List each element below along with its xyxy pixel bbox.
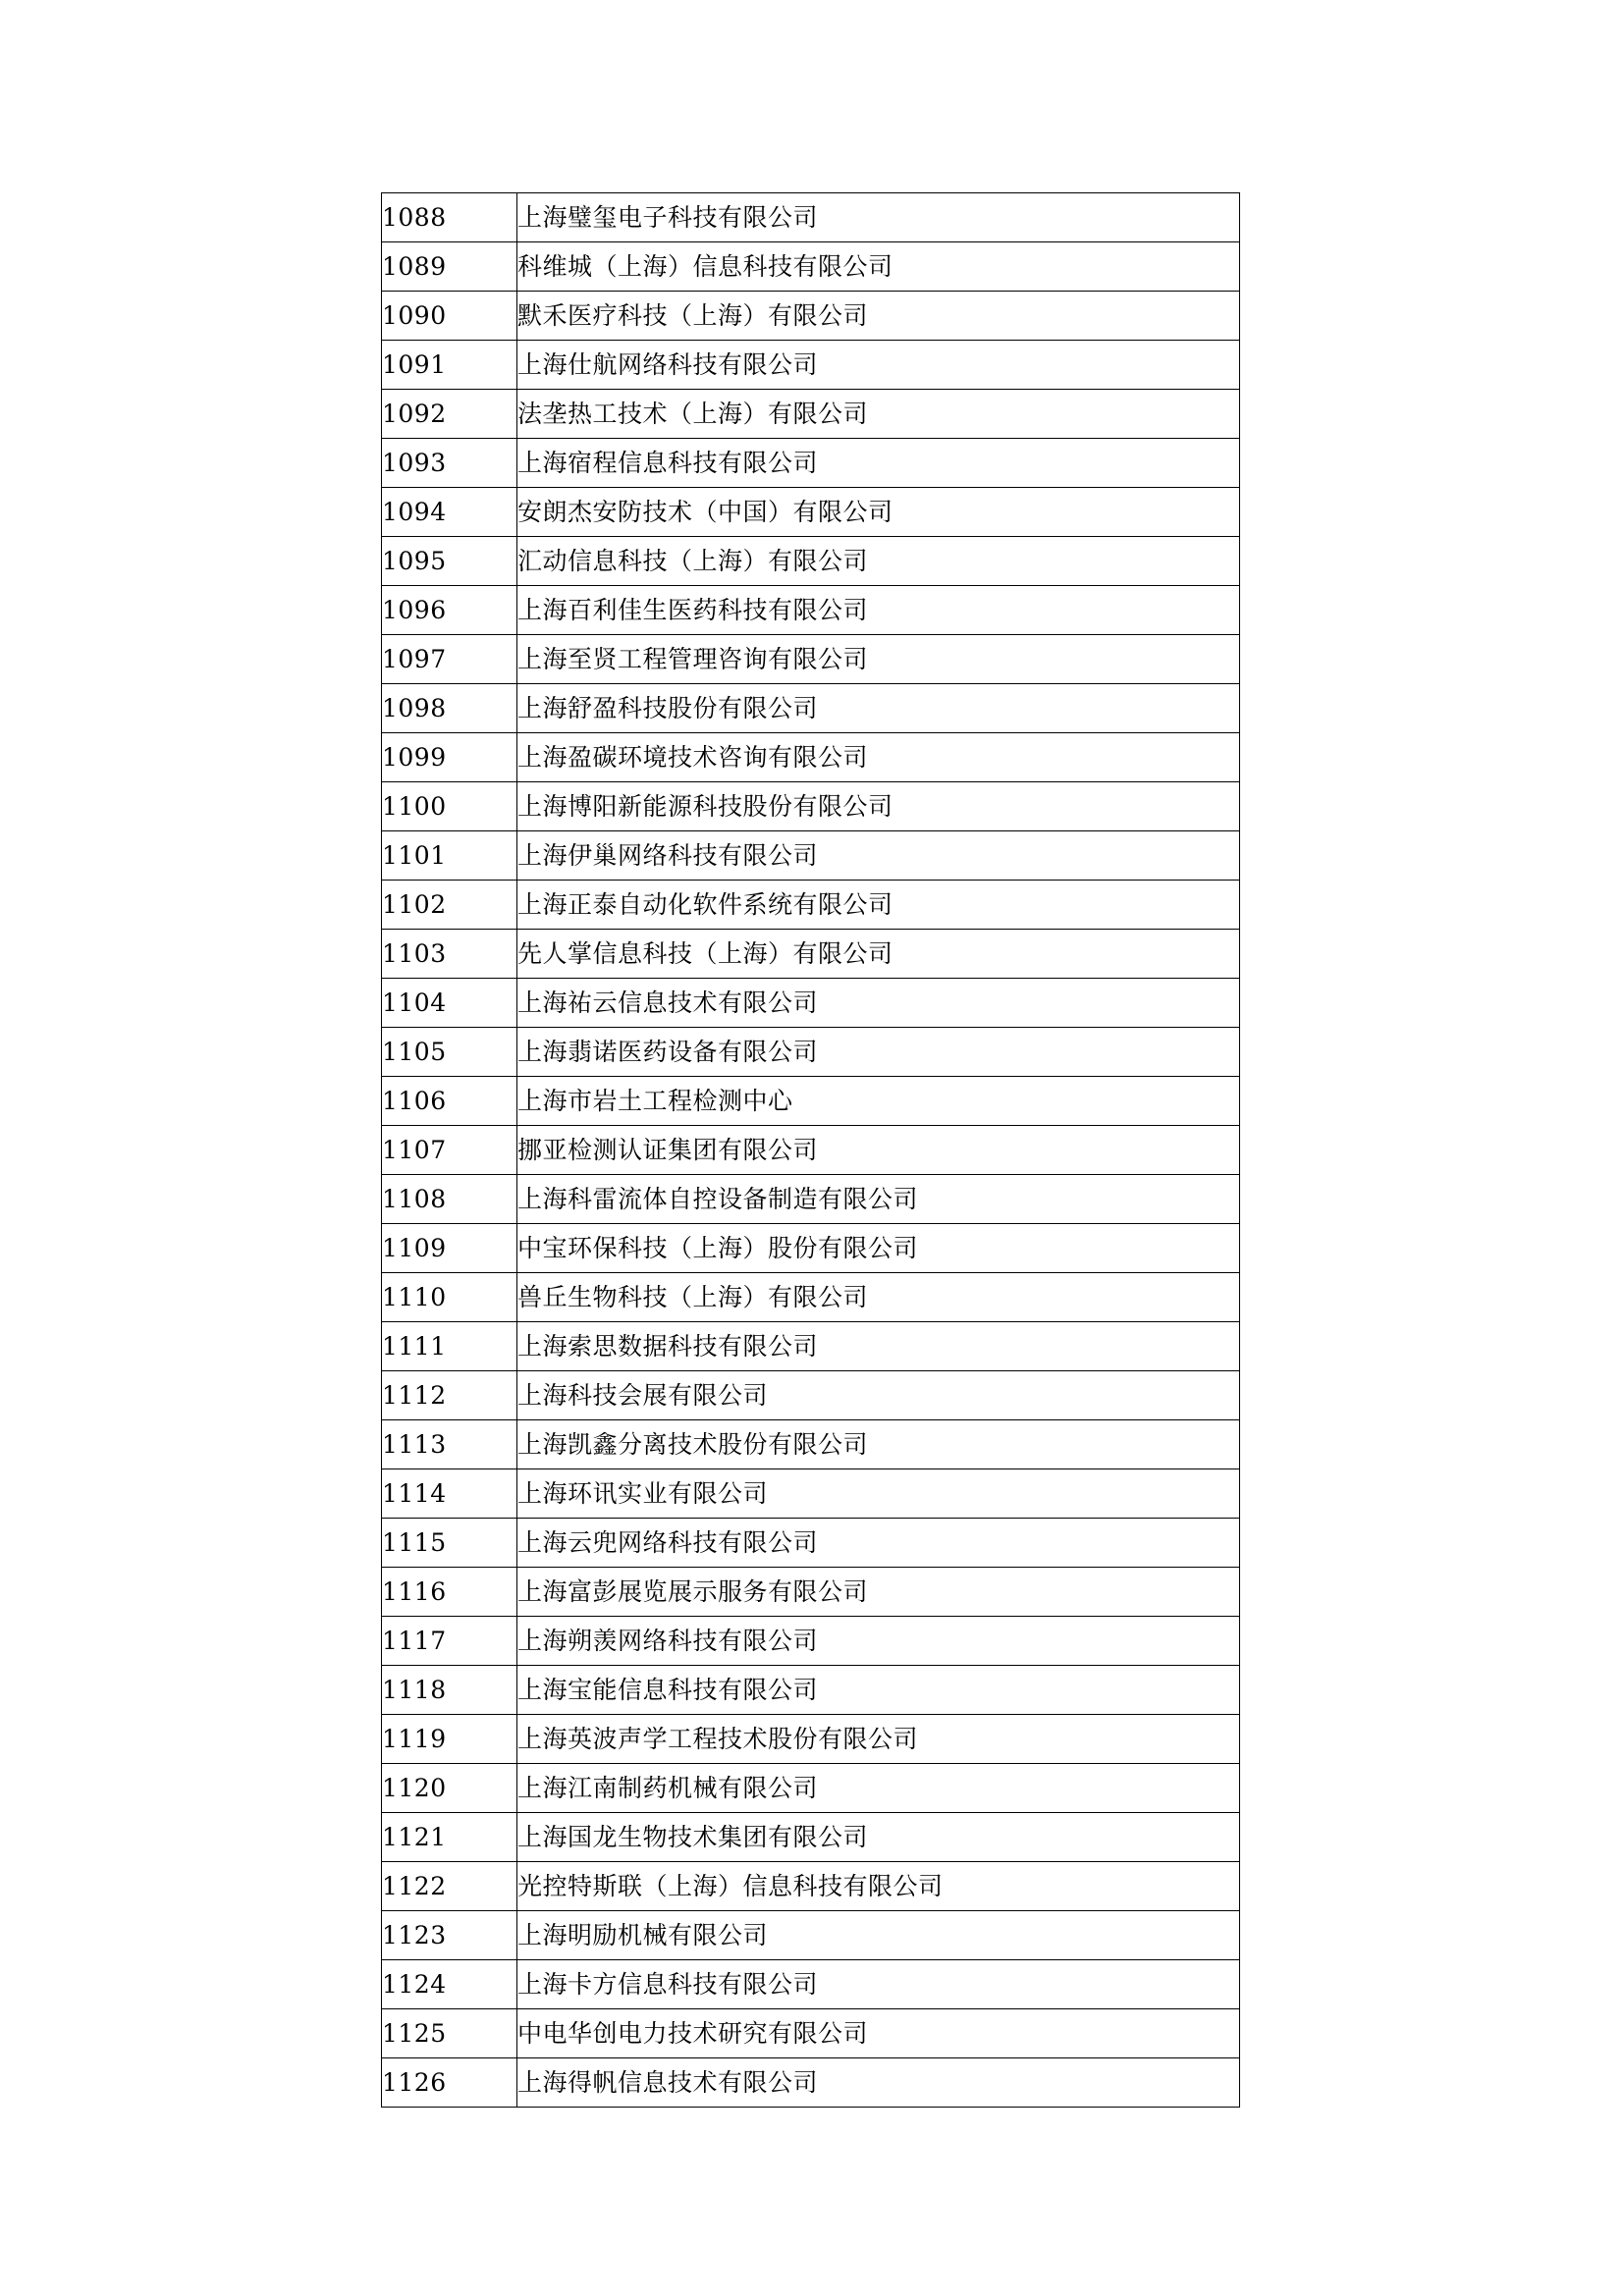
company-name-cell: 挪亚检测认证集团有限公司: [517, 1126, 1240, 1175]
table-row: [382, 193, 1240, 242]
row-index-cell: 1093: [382, 439, 517, 488]
row-index-cell: 1096: [382, 586, 517, 635]
table-row: [382, 881, 1240, 930]
row-index-cell: 1112: [382, 1371, 517, 1420]
row-index-cell: 1090: [382, 292, 517, 341]
table-row: [382, 1273, 1240, 1322]
row-index-cell: 1099: [382, 733, 517, 782]
row-index-cell: 1110: [382, 1273, 517, 1322]
row-index-cell: 1105: [382, 1028, 517, 1077]
company-name-cell: 上海朔羡网络科技有限公司: [517, 1617, 1240, 1666]
company-name-cell: 科维城（上海）信息科技有限公司: [517, 242, 1240, 292]
company-name-cell: 上海博阳新能源科技股份有限公司: [517, 782, 1240, 831]
company-name-cell: 中电华创电力技术研究有限公司: [517, 2009, 1240, 2058]
company-name-cell: 上海正泰自动化软件系统有限公司: [517, 881, 1240, 930]
company-name-cell: 上海环讯实业有限公司: [517, 1469, 1240, 1519]
table-row: [382, 1077, 1240, 1126]
table-row: [382, 439, 1240, 488]
row-index-cell: 1113: [382, 1420, 517, 1469]
company-name-cell: 汇动信息科技（上海）有限公司: [517, 537, 1240, 586]
row-index-cell: 1120: [382, 1764, 517, 1813]
row-index-cell: 1121: [382, 1813, 517, 1862]
row-index-cell: 1116: [382, 1568, 517, 1617]
table-row: [382, 292, 1240, 341]
company-name-cell: 上海宿程信息科技有限公司: [517, 439, 1240, 488]
table-row: [382, 979, 1240, 1028]
table-row: [382, 1028, 1240, 1077]
company-name-cell: 上海市岩土工程检测中心: [517, 1077, 1240, 1126]
table-row: [382, 1666, 1240, 1715]
company-name-cell: 上海明励机械有限公司: [517, 1911, 1240, 1960]
table-row: [382, 341, 1240, 390]
table-row: [382, 1960, 1240, 2009]
company-name-cell: 上海盈碳环境技术咨询有限公司: [517, 733, 1240, 782]
table-row: [382, 488, 1240, 537]
table-row: [382, 1519, 1240, 1568]
table-row: [382, 1862, 1240, 1911]
row-index-cell: 1098: [382, 684, 517, 733]
table-row: [382, 1126, 1240, 1175]
row-index-cell: 1102: [382, 881, 517, 930]
row-index-cell: 1100: [382, 782, 517, 831]
table-row: [382, 1715, 1240, 1764]
row-index-cell: 1111: [382, 1322, 517, 1371]
row-index-cell: 1106: [382, 1077, 517, 1126]
company-name-cell: 安朗杰安防技术（中国）有限公司: [517, 488, 1240, 537]
company-name-cell: 先人掌信息科技（上海）有限公司: [517, 930, 1240, 979]
table-row: [382, 1469, 1240, 1519]
table-row: [382, 635, 1240, 684]
row-index-cell: 1123: [382, 1911, 517, 1960]
table-row: [382, 1371, 1240, 1420]
row-index-cell: 1126: [382, 2058, 517, 2108]
table-row: [382, 586, 1240, 635]
company-name-cell: 中宝环保科技（上海）股份有限公司: [517, 1224, 1240, 1273]
company-name-cell: 上海科技会展有限公司: [517, 1371, 1240, 1420]
row-index-cell: 1119: [382, 1715, 517, 1764]
row-index-cell: 1117: [382, 1617, 517, 1666]
company-name-cell: 上海江南制药机械有限公司: [517, 1764, 1240, 1813]
table-row: [382, 390, 1240, 439]
company-name-cell: 法垄热工技术（上海）有限公司: [517, 390, 1240, 439]
company-name-cell: 上海富彭展览展示服务有限公司: [517, 1568, 1240, 1617]
company-name-cell: 上海舒盈科技股份有限公司: [517, 684, 1240, 733]
company-name-cell: 上海凯鑫分离技术股份有限公司: [517, 1420, 1240, 1469]
company-name-cell: 默禾医疗科技（上海）有限公司: [517, 292, 1240, 341]
company-name-cell: 上海祐云信息技术有限公司: [517, 979, 1240, 1028]
table-row: [382, 1764, 1240, 1813]
table-row: [382, 1813, 1240, 1862]
row-index-cell: 1107: [382, 1126, 517, 1175]
row-index-cell: 1114: [382, 1469, 517, 1519]
table-row: [382, 1175, 1240, 1224]
company-name-cell: 光控特斯联（上海）信息科技有限公司: [517, 1862, 1240, 1911]
row-index-cell: 1094: [382, 488, 517, 537]
table-row: [382, 733, 1240, 782]
row-index-cell: 1089: [382, 242, 517, 292]
company-name-cell: 上海伊巢网络科技有限公司: [517, 831, 1240, 881]
row-index-cell: 1125: [382, 2009, 517, 2058]
company-name-cell: 上海至贤工程管理咨询有限公司: [517, 635, 1240, 684]
row-index-cell: 1108: [382, 1175, 517, 1224]
table-row: [382, 831, 1240, 881]
company-name-cell: 上海索思数据科技有限公司: [517, 1322, 1240, 1371]
table-row: [382, 1568, 1240, 1617]
row-index-cell: 1115: [382, 1519, 517, 1568]
row-index-cell: 1103: [382, 930, 517, 979]
row-index-cell: 1097: [382, 635, 517, 684]
row-index-cell: 1122: [382, 1862, 517, 1911]
company-name-cell: 上海云兜网络科技有限公司: [517, 1519, 1240, 1568]
table-row: [382, 1420, 1240, 1469]
row-index-cell: 1124: [382, 1960, 517, 2009]
table-row: [382, 684, 1240, 733]
company-name-cell: 上海卡方信息科技有限公司: [517, 1960, 1240, 2009]
company-name-cell: 上海得帆信息技术有限公司: [517, 2058, 1240, 2108]
company-name-cell: 上海百利佳生医药科技有限公司: [517, 586, 1240, 635]
company-name-cell: 上海宝能信息科技有限公司: [517, 1666, 1240, 1715]
row-index-cell: 1095: [382, 537, 517, 586]
company-name-cell: 上海科雷流体自控设备制造有限公司: [517, 1175, 1240, 1224]
table-row: [382, 1911, 1240, 1960]
table-body: [382, 193, 1240, 2108]
row-index-cell: 1109: [382, 1224, 517, 1273]
row-index-cell: 1101: [382, 831, 517, 881]
company-name-cell: 上海翡诺医药设备有限公司: [517, 1028, 1240, 1077]
row-index-cell: 1104: [382, 979, 517, 1028]
company-name-cell: 兽丘生物科技（上海）有限公司: [517, 1273, 1240, 1322]
table-row: [382, 537, 1240, 586]
row-index-cell: 1118: [382, 1666, 517, 1715]
table-row: [382, 782, 1240, 831]
table-row: [382, 2058, 1240, 2108]
row-index-cell: 1091: [382, 341, 517, 390]
table-row: [382, 1617, 1240, 1666]
table-row: [382, 2009, 1240, 2058]
table-row: [382, 242, 1240, 292]
company-name-cell: 上海仕航网络科技有限公司: [517, 341, 1240, 390]
company-list-table: [381, 192, 1240, 2108]
company-name-cell: 上海璧玺电子科技有限公司: [517, 193, 1240, 242]
table-row: [382, 1224, 1240, 1273]
company-list-table-container: [381, 192, 1237, 2108]
table-row: [382, 1322, 1240, 1371]
row-index-cell: 1092: [382, 390, 517, 439]
company-name-cell: 上海英波声学工程技术股份有限公司: [517, 1715, 1240, 1764]
table-row: [382, 930, 1240, 979]
company-name-cell: 上海国龙生物技术集团有限公司: [517, 1813, 1240, 1862]
row-index-cell: 1088: [382, 193, 517, 242]
